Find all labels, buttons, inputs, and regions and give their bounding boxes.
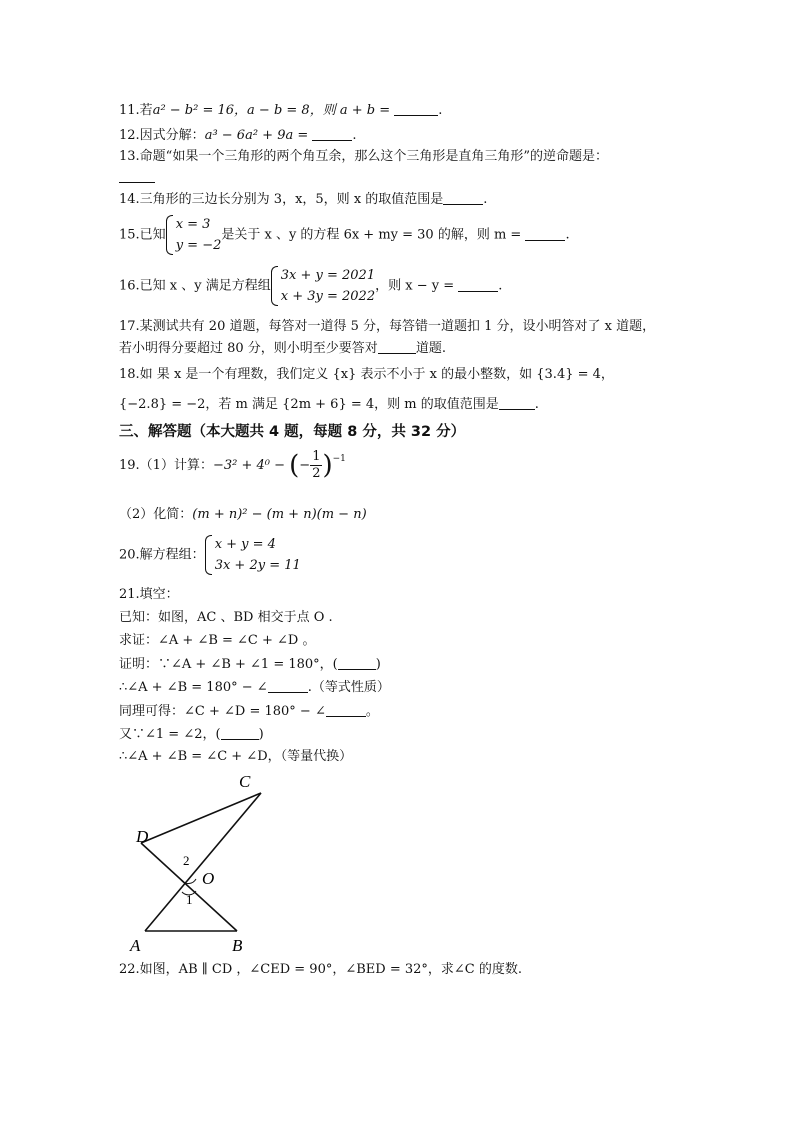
answer-blank[interactable] — [268, 680, 308, 693]
question-18-line2: {−2.8} = −2，若 m 满足 {2m + 6} = 4，则 m 的取值范围是 . — [119, 397, 539, 412]
angle-1-label: 1 — [186, 892, 193, 907]
question-15: 15.已知 x = 3 y = −2 是关于 x 、y 的方程 6x + my = 30 的解，则 m = . — [119, 214, 570, 256]
question-11: 11.若a² − b² = 16，a − b = 8，则 a + b = . — [119, 103, 443, 118]
answer-blank[interactable] — [378, 341, 416, 354]
equation-system: x = 3 y = −2 — [166, 214, 222, 256]
answer-blank[interactable] — [443, 192, 483, 205]
answer-blank[interactable] — [221, 727, 259, 740]
question-14: 14.三角形的三边长分别为 3，x，5，则 x 的取值范围是 . — [119, 192, 488, 207]
equation-system: x + y = 4 3x + 2y = 11 — [205, 534, 301, 576]
question-13: 13.命题“如果一个三角形的两个角互余，那么这个三角形是直角三角形”的逆命题是： — [119, 149, 608, 164]
question-21-prove: 求证：∠A + ∠B = ∠C + ∠D 。 — [119, 633, 316, 648]
question-19-part2: （2）化简：(m + n)² − (m + n)(m − n) — [119, 507, 367, 522]
question-20: 20.解方程组： x + y = 4 3x + 2y = 11 — [119, 534, 301, 576]
point-c-label: C — [239, 772, 251, 791]
question-19-part1: 19.（1）计算：−3² + 4⁰ − (− $\frac{1}{2}$ )$^{-1}$ — [119, 449, 346, 481]
point-o-label: O — [202, 869, 215, 888]
question-13-answer — [119, 170, 155, 184]
question-21-title: 21.填空： — [119, 587, 179, 602]
angle-2-label: 2 — [183, 853, 190, 868]
answer-blank[interactable] — [499, 397, 535, 410]
section-3-heading: 三、解答题（本大题共 4 题，每题 8 分，共 32 分） — [119, 424, 466, 440]
question-21-step4: 又∵∠1 = ∠2，( ) — [119, 727, 264, 742]
fraction: $\frac{1}{2}$ — [312, 449, 321, 481]
answer-blank[interactable] — [338, 657, 376, 670]
answer-blank[interactable] — [525, 228, 565, 241]
question-22: 22.如图，AB ∥ CD ，∠CED = 90°，∠BED = 32°，求∠C 的度数. — [119, 962, 523, 977]
question-21-step3: 同理可得：∠C + ∠D = 180° − ∠ 。 — [119, 704, 379, 719]
question-21-step2: ∴∠A + ∠B = 180° − ∠ .（等式性质） — [119, 680, 390, 695]
point-b-label: B — [232, 936, 243, 955]
equation-system: 3x + y = 2021 x + 3y = 2022 — [271, 265, 375, 307]
point-a-label: A — [130, 936, 141, 955]
answer-blank[interactable] — [312, 128, 352, 141]
question-21-step1: 证明：∵∠A + ∠B + ∠1 = 180°，( ) — [119, 657, 381, 672]
segment-dc — [141, 793, 261, 843]
point-d-label: D — [136, 827, 149, 846]
question-18-line1: 18.如 果 x 是一个有理数，我们定义 {x} 表示不小于 x 的最小整数，如 {3.4} = 4， — [119, 367, 614, 382]
answer-blank[interactable] — [326, 704, 366, 717]
answer-blank[interactable] — [394, 103, 438, 116]
question-12: 12.因式分解：a³ − 6a² + 9a = . — [119, 128, 357, 143]
question-17-line1: 17.某测试共有 20 道题，每答对一道得 5 分，每答错一道题扣 1 分，设小明答对了 x 道题， — [119, 319, 656, 334]
answer-blank[interactable] — [458, 279, 498, 292]
question-17-line2: 若小明得分要超过 80 分，则小明至少要答对 道题. — [119, 341, 446, 356]
question-21-step5: ∴∠A + ∠B = ∠C + ∠D，（等量代换） — [119, 749, 353, 764]
question-16: 16.已知 x 、y 满足方程组 3x + y = 2021 x + 3y = 2022 ，则 x − y = . — [119, 265, 502, 307]
geometry-figure — [120, 768, 280, 958]
answer-blank[interactable] — [119, 170, 155, 183]
question-21-given: 已知：如图，AC 、BD 相交于点 O . — [119, 610, 333, 625]
